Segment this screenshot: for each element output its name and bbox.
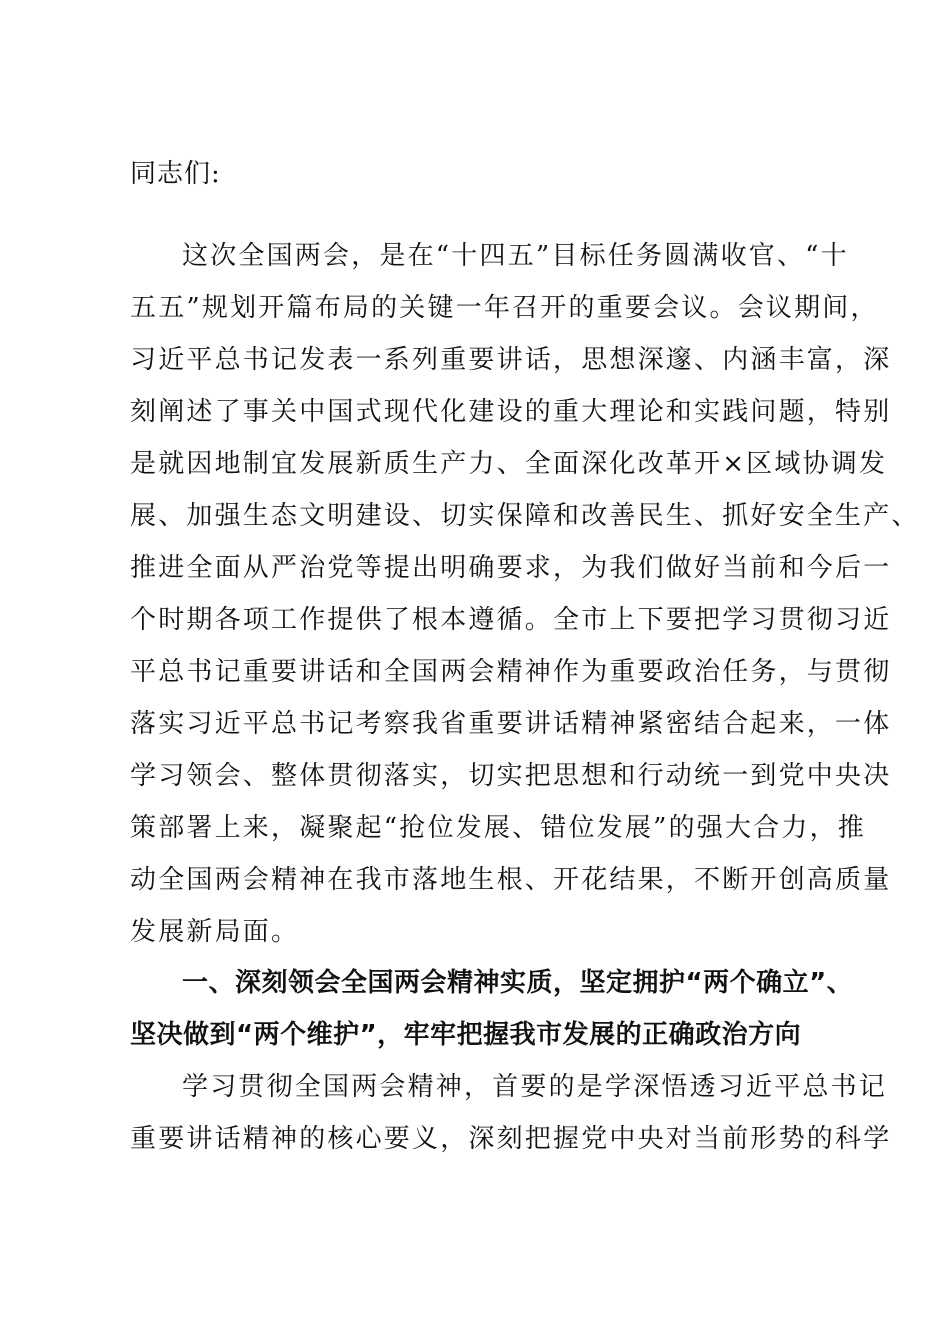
- paragraph1-line-2: 五五”规划开篇布局的关键一年召开的重要会议。会议期间，: [130, 293, 879, 323]
- paragraph1-line-7: 推进全面从严治党等提出明确要求，为我们做好当前和今后一: [130, 553, 892, 583]
- paragraph2-line-1: 学习贯彻全国两会精神，首要的是学深悟透习近平总书记: [182, 1072, 888, 1102]
- paragraph1-line-12: 策部署上来，凝聚起“抢位发展、错位发展”的强大合力，推: [130, 813, 866, 843]
- paragraph1-line-4: 刻阐述了事关中国式现代化建设的重大理论和实践问题，特别: [130, 397, 892, 427]
- paragraph1-line-1: 这次全国两会，是在“十四五”目标任务圆满收官、“十: [182, 241, 849, 271]
- section-heading-line-1: 一、深刻领会全国两会精神实质，坚定拥护“两个确立”、: [182, 968, 854, 998]
- paragraph1-line-14: 发展新局面。: [130, 917, 300, 947]
- paragraph1-line-10: 落实习近平总书记考察我省重要讲话精神紧密结合起来，一体: [130, 709, 892, 739]
- paragraph1-line-5: 是就因地制宜发展新质生产力、全面深化改革开×区域协调发: [130, 449, 888, 479]
- paragraph1-line-11: 学习领会、整体贯彻落实，切实把思想和行动统一到党中央决: [130, 761, 892, 791]
- paragraph1-line-13: 动全国两会精神在我市落地生根、开花结果，不断开创高质量: [130, 865, 892, 895]
- paragraph2-line-2: 重要讲话精神的核心要义，深刻把握党中央对当前形势的科学: [130, 1124, 892, 1154]
- section-heading-line-2: 坚决做到“两个维护”，牢牢把握我市发展的正确政治方向: [130, 1020, 802, 1050]
- paragraph1-line-9: 平总书记重要讲话和全国两会精神作为重要政治任务，与贯彻: [130, 657, 892, 687]
- paragraph1-line-3: 习近平总书记发表一系列重要讲话，思想深邃、内涵丰富，深: [130, 345, 892, 375]
- paragraph1-line-6: 展、加强生态文明建设、切实保障和改善民生、抓好安全生产、: [130, 501, 920, 531]
- greeting: 同志们:: [130, 159, 221, 189]
- paragraph1-line-8: 个时期各项工作提供了根本遵循。全市上下要把学习贯彻习近: [130, 605, 892, 635]
